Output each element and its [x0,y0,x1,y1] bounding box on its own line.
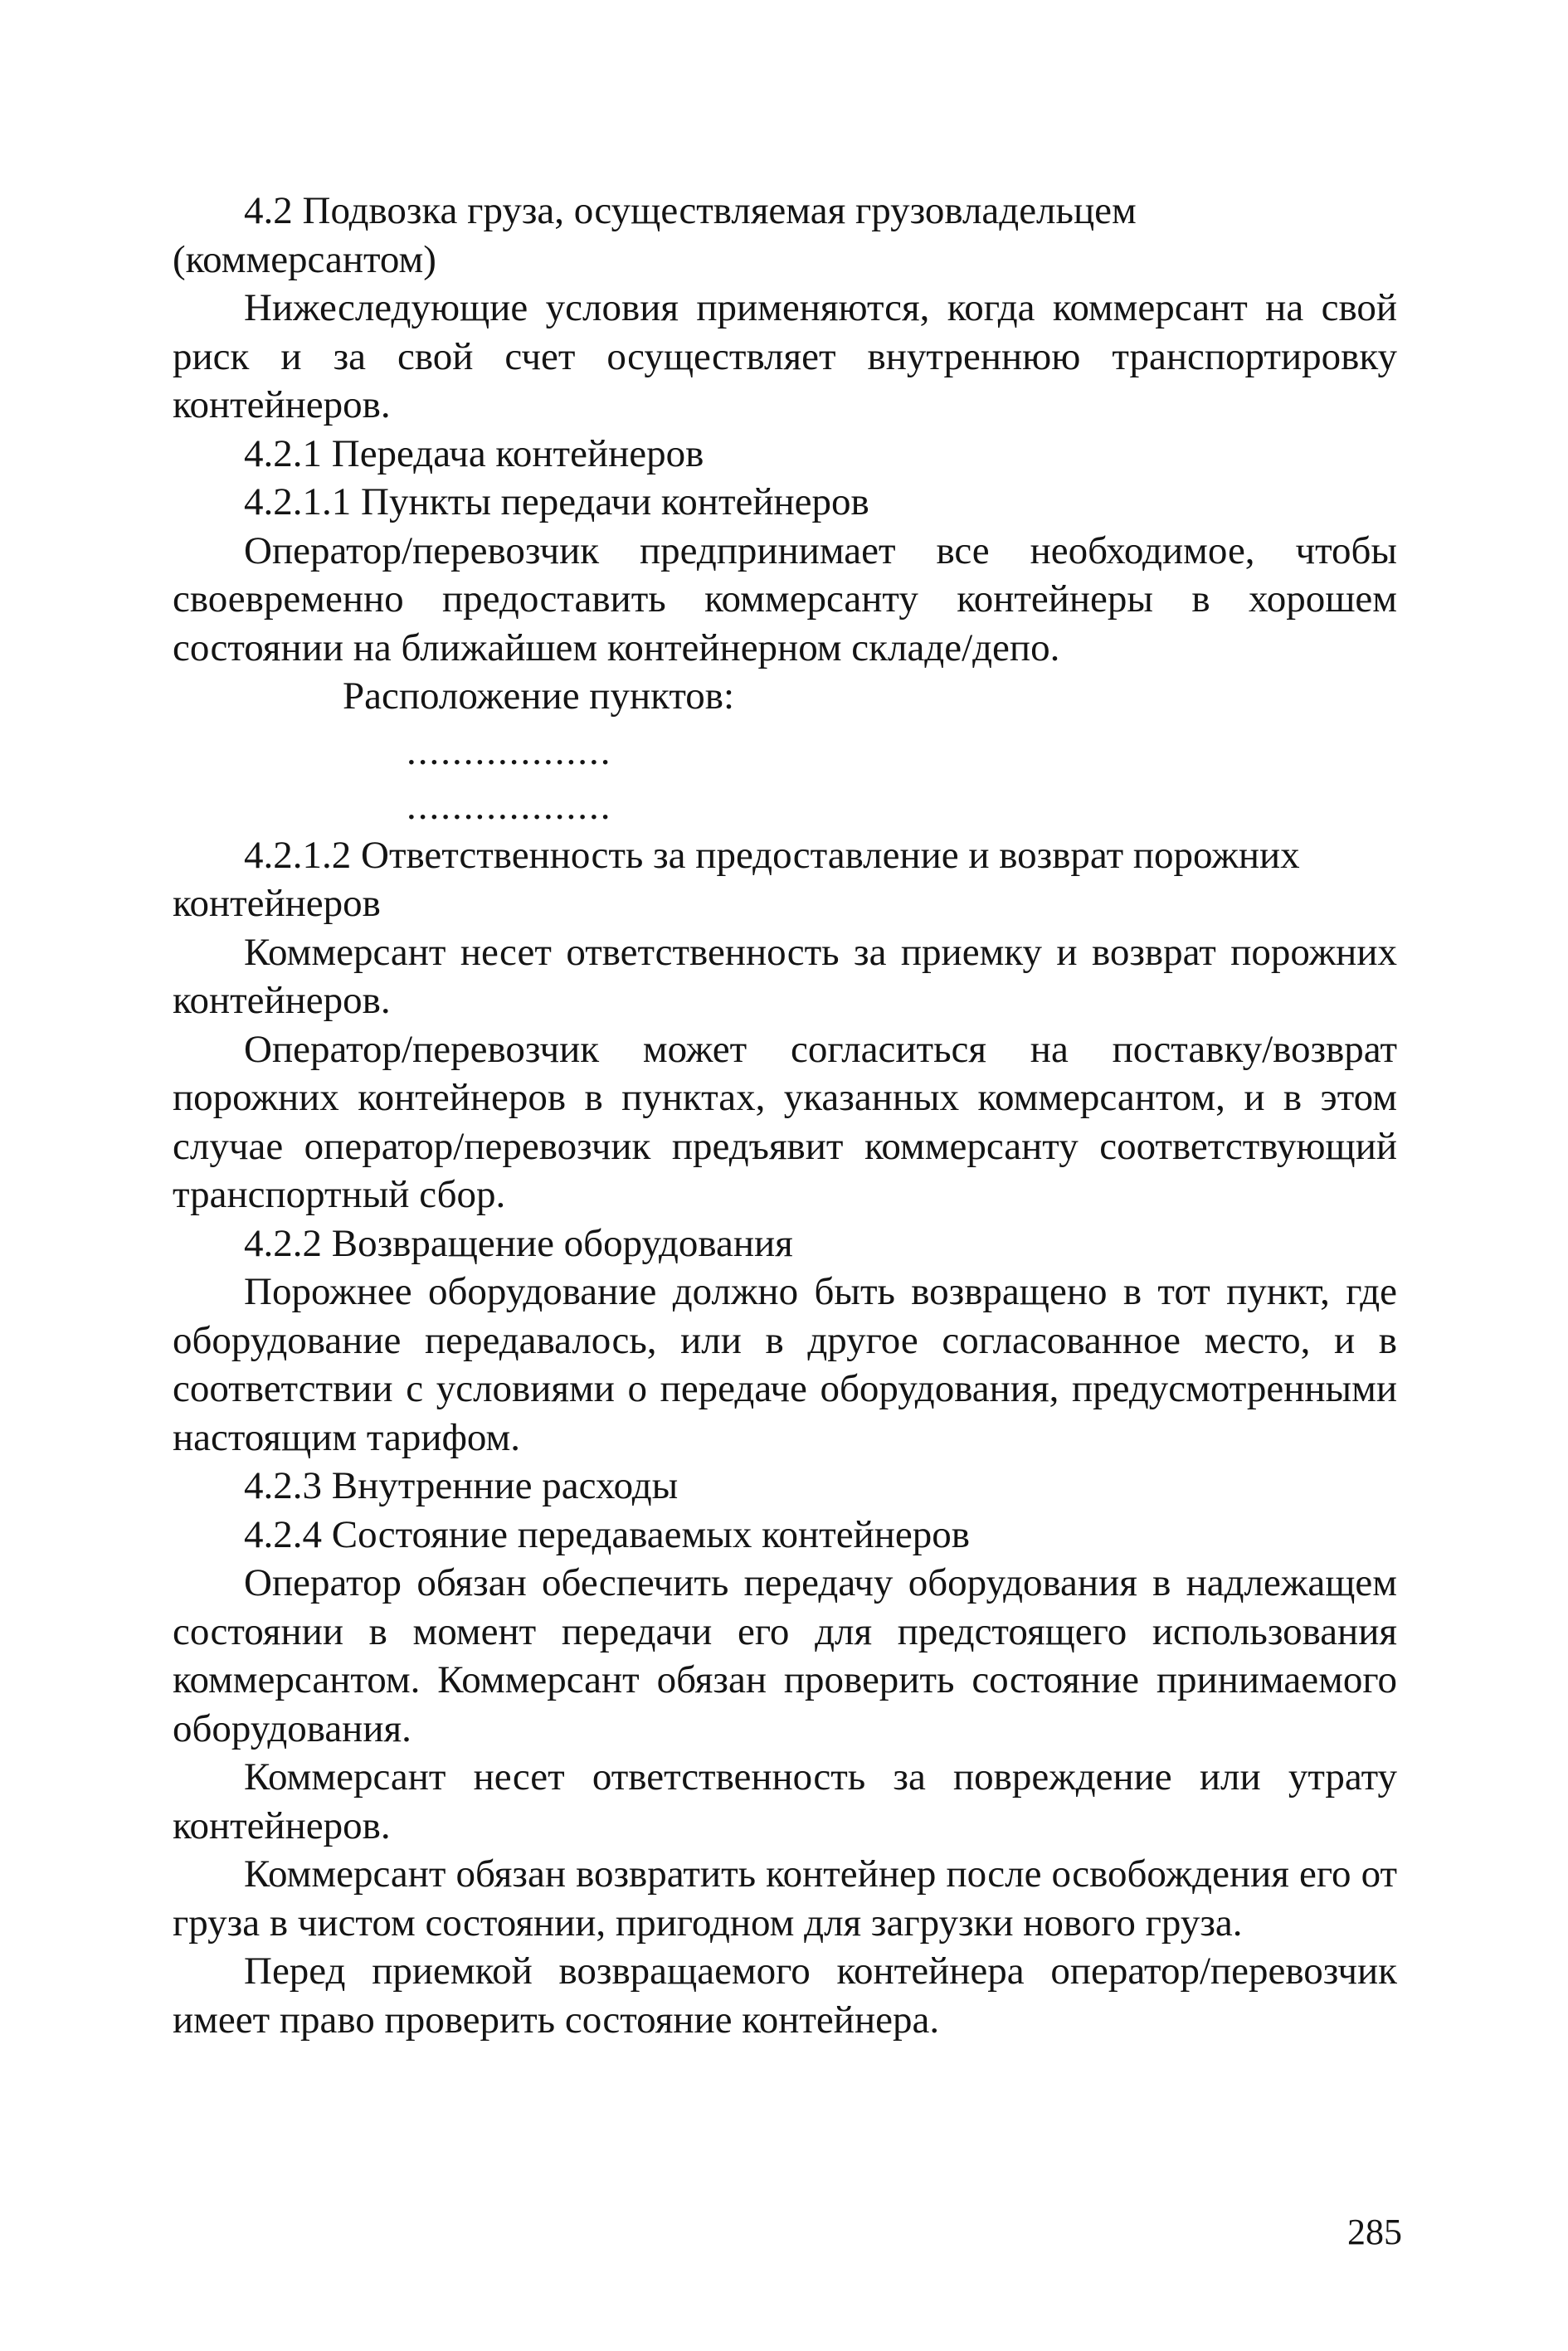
section-heading-4-2-3: 4.2.3 Внутренние расходы [244,1464,679,1507]
section-heading-4-2-1: 4.2.1 Передача контейнеров [244,431,704,475]
paragraph-clean-return: Коммерсант обязан возвратить контейнер после освобождения его от груза в чистом состоянии, пригодном для загрузки нового груза. [173,1852,1397,1945]
paragraph-damage-liability: Коммерсант несет ответственность за повреждение или утрату контейнеров. [173,1755,1397,1847]
placeholder-dots-1: .................. [407,729,612,773]
paragraph-operator-agreement: Оператор/перевозчик может согласиться на поставку/возврат порожних контейнеров в пунктах, указанных коммерсантом, и в этом случае оператор/перевозчик предъявит коммерсанту соответствующий транспортный сбор. [173,1027,1397,1216]
paragraph-return-equipment: Порожнее оборудование должно быть возвращено в тот пункт, где оборудование передавалось, или в другое согласованное место, и в соответствии с условиями о передаче оборудования, предусмотренными настоящим тарифом. [173,1270,1397,1459]
placeholder-dots-2: .................. [407,785,612,828]
paragraph-merchant-responsibility: Коммерсант несет ответственность за приемку и возврат порожних контейнеров. [173,930,1397,1022]
section-heading-4-2-4: 4.2.4 Состояние передаваемых контейнеров [244,1512,970,1556]
label-locations: Расположение пунктов: [343,674,734,718]
page-body-text [173,187,1397,2044]
section-heading-4-2-1-1: 4.2.1.1 Пункты передачи контейнеров [244,480,869,523]
page-number: 285 [1347,2212,1402,2252]
paragraph-inspection-right: Перед приемкой возвращаемого контейнера оператор/перевозчик имеет право проверить состояние контейнера. [173,1949,1397,2042]
paragraph-operator-provides: Оператор/перевозчик предпринимает все необходимое, чтобы своевременно предоставить коммерсанту контейнеры в хорошем состоянии на ближайшем контейнерном складе/депо. [173,528,1397,669]
section-heading-4-2: 4.2 Подвозка груза, осуществляемая грузовладельцем (коммерсантом) [173,189,1137,281]
paragraph-operator-obligation: Оператор обязан обеспечить передачу оборудования в надлежащем состоянии в момент передачи его для предстоящего использования коммерсантом. Коммерсант обязан проверить состояние принимаемого оборудования. [173,1561,1397,1750]
section-heading-4-2-2: 4.2.2 Возвращение оборудования [244,1221,793,1265]
paragraph-conditions: Нижеследующие условия применяются, когда коммерсант на свой риск и за свой счет осуществляет внутреннюю транспортировку контейнеров. [173,286,1397,426]
section-heading-4-2-1-2: 4.2.1.2 Ответственность за предоставление и возврат порожних контейнеров [173,833,1300,925]
